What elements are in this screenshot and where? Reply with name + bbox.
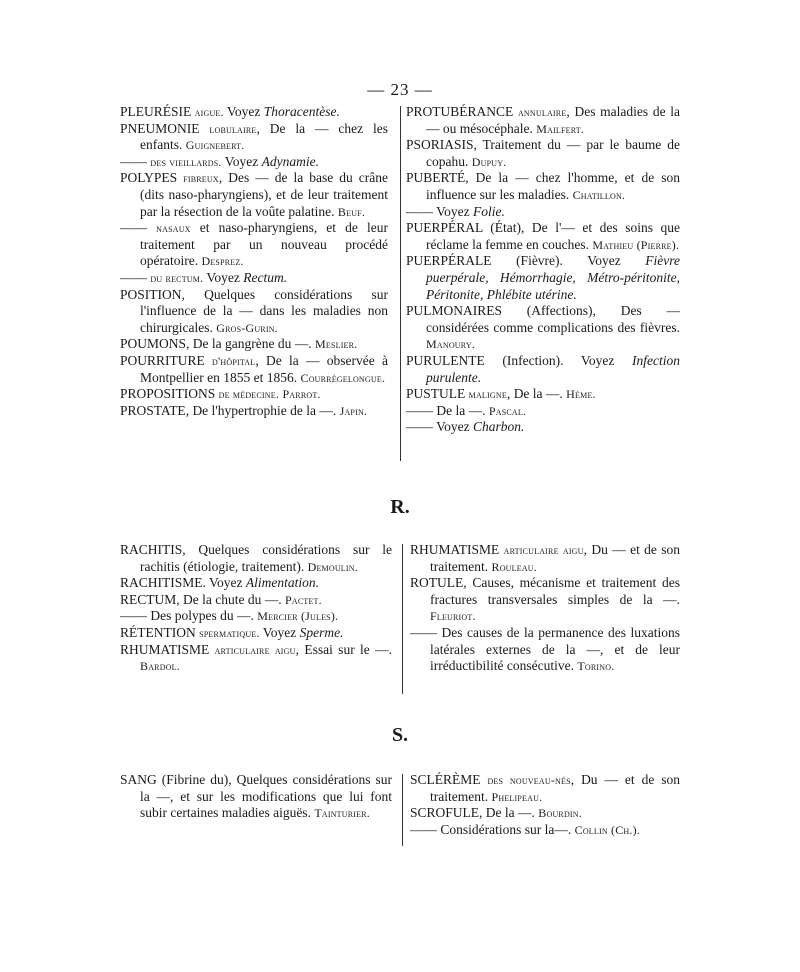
entry-text: , Du — et de son traitement. [430,772,680,804]
left-column [120,542,392,675]
index-entry [406,303,680,353]
entry-text: , Essai sur le —. [295,641,392,657]
entry-text: , Des — de la base du crâne (dits naso-pharyngiens), et de leur traitement par la résection de la voûte palatine. [140,170,388,219]
page-number: — 23 — [367,80,433,99]
entry-headword: PSORIASIS [406,137,474,153]
index-entry [120,104,388,121]
entry-reference: Infection purulente. [426,352,680,385]
index-entry [120,154,388,171]
entry-text: , De la — chez les enfants. [140,120,389,153]
entry-author: Phelipeau. [491,789,543,804]
entry-author: Hème. [566,387,596,402]
entry-headword: —— [406,419,433,435]
entry-headword: RÉTENTION [120,624,196,640]
entry-text: (Affections), Des — considérées comme complications des fièvres. [426,303,680,335]
entry-headword: PUBERTÉ [406,170,466,186]
entry-headword: PLEURÉSIE [120,104,192,119]
entry-headword: SANG [120,772,157,787]
index-entry [410,805,680,822]
entry-headword: POLYPES [120,170,178,186]
entry-author: Beuf. [337,204,366,219]
entry-text: , De la —. [506,386,567,402]
entry-qualifier: annulaire [517,105,567,119]
right-column [410,542,680,675]
entry-headword: —— [120,269,147,285]
entry-author: Meslier. [315,337,358,352]
index-entry [120,772,392,822]
entry-headword: PROSTATE [120,402,186,418]
entry-text: , Du — et de son traitement. [430,542,681,574]
entry-qualifier: maligne [468,387,507,402]
entry-reference: Rectum. [243,269,288,285]
index-entry [120,403,388,420]
entry-author: Dupuy. [471,154,507,169]
index-entry [410,822,680,839]
entry-reference: Sperme. [299,624,344,640]
entry-text: Considérations sur la—. [437,821,575,837]
entry-headword: PUERPÉRALE [406,253,492,269]
entry-qualifier: des nouveau-nés [487,773,571,787]
index-entry [406,403,680,420]
entry-text: , De la gangrène du —. [186,336,315,352]
entry-headword: POURRITURE [120,352,205,368]
entry-headword: RHUMATISME [120,641,210,657]
entry-text: , Des maladies de la — ou mésocéphale. [426,104,680,136]
entry-headword: —— [410,624,437,640]
entry-headword: PNEUMONIE [120,120,200,136]
index-section-r [120,542,680,702]
index-entry [410,772,680,805]
entry-author: Japin. [339,403,368,418]
entry-text: , De la —. [479,805,539,821]
index-entry [120,287,388,337]
entry-headword: —— [120,220,147,236]
index-entry [120,220,388,270]
entry-author: Bourdin. [538,806,582,821]
entry-text: Voyez [221,153,262,169]
entry-text: Voyez [433,419,473,435]
entry-qualifier: articulaire aigu [503,543,584,557]
entry-author: Pactet. [284,592,322,607]
entry-qualifier: aigue. [194,105,224,119]
entry-headword: POSITION [120,286,182,302]
entry-text: (Infection). Voyez [484,352,633,368]
index-entry [120,608,392,625]
entry-headword: RACHITISME. [120,575,206,591]
entry-headword: —— [120,608,147,624]
right-column [406,104,680,436]
section-heading-s: S. [391,724,409,746]
entry-text: Voyez [433,203,473,219]
section-heading-r: R. [390,496,410,518]
entry-author: Desprez. [201,254,244,269]
index-section-p [120,104,680,464]
entry-headword: SCROFULE [410,805,480,821]
index-entry [406,353,680,386]
entry-headword: —— [406,203,433,219]
index-entry [406,104,680,137]
left-column [120,772,392,822]
index-entry [120,625,392,642]
index-entry [120,592,392,609]
entry-reference: Thoracentèse. [263,104,340,119]
index-entry [120,353,388,386]
entry-headword: PUERPÉRAL [406,220,483,236]
index-section-s [120,772,680,852]
entry-text: (Fibrine du), Quelques considérations sur la —, et sur les modifications que lui font subir certaines maladies aiguës. [140,772,392,821]
index-entry [120,542,392,575]
entry-text: , Quelques considérations sur le rachitis (étiologie, traitement). [140,542,392,574]
entry-author: Fleuriot. [430,609,476,624]
entry-qualifier: d'hôpital [212,353,256,368]
entry-headword: PROPOSITIONS [120,386,216,402]
entry-headword: —— [120,153,147,169]
entry-text: , De l'hypertrophie de la —. [185,402,340,418]
index-entry [410,575,680,625]
entry-author: Manoury. [426,337,476,352]
entry-qualifier: nasaux [156,221,191,236]
index-entry [120,170,388,220]
entry-headword: RECTUM [120,591,177,607]
index-entry [406,253,680,303]
entry-reference: Charbon. [473,419,525,435]
column-divider [402,774,403,846]
entry-text: Voyez [223,104,264,119]
entry-author: Demoulin. [307,559,358,574]
right-column [410,772,680,838]
entry-text: Voyez [259,624,300,640]
entry-author: Chatillon. [572,187,626,202]
entry-qualifier: lobulaire [209,121,257,136]
entry-headword: ROTULE [410,575,464,591]
index-entry [406,170,680,203]
entry-headword: PUSTULE [406,386,466,402]
entry-qualifier: des vieillards. [150,154,222,169]
left-column [120,104,388,419]
index-entry [406,220,680,253]
index-entry [120,642,392,675]
entry-author: Mathieu (Pierre). [592,237,680,252]
entry-author: Guignebert. [185,138,245,153]
entry-text: , Causes, mécanisme et traitement des fractures transversales simples de la —. [430,575,680,607]
entry-qualifier: du rectum. [150,270,204,285]
entry-qualifier: spermatique. [199,625,260,640]
entry-headword: POUMONS [120,336,187,352]
entry-text: , De la chute du —. [176,591,285,607]
entry-text: Voyez [203,269,244,285]
entry-text: et naso-pharyngiens, et de leur traitement par un nouveau procédé opératoire. [140,220,388,269]
entry-headword: —— [406,402,433,418]
index-entry [406,419,680,436]
entry-author: Rouleau. [491,559,537,574]
entry-qualifier: articulaire aigu [214,642,296,657]
entry-author: Courrégelongue. [300,370,386,385]
entry-author: Collin (Ch.). [574,822,640,837]
index-entry [120,575,392,592]
column-divider [402,544,403,694]
entry-headword: PULMONAIRES [406,303,503,319]
column-divider [400,106,401,461]
index-entry [406,137,680,170]
entry-text: , De la — chez l'homme, et de son influence sur les maladies. [426,170,680,202]
entry-headword: PROTUBÉRANCE [406,104,514,119]
entry-qualifier: de médecine. [218,387,280,402]
entry-author: Torino. [577,659,615,674]
entry-author: Parrot. [282,387,321,402]
entry-text: De la —. [433,402,489,418]
index-entry [406,204,680,221]
entry-headword: PURULENTE [406,352,485,368]
entry-headword: RHUMATISME [410,542,500,557]
entry-author: Tainturier. [314,806,370,821]
entry-reference: Adynamie. [261,153,319,169]
entry-headword: SCLÉRÈME [410,772,481,787]
index-entry [120,270,388,287]
entry-author: Pascal. [488,403,527,418]
entry-reference: Folie. [473,203,505,219]
entry-qualifier: fibreux [183,171,219,186]
entry-text: , De la — observée à Montpellier en 1855 et 1856. [140,352,389,385]
entry-text: Voyez [205,575,246,591]
entry-author: Bardol. [140,659,180,674]
entry-text: (Fièvre). Voyez [491,253,646,269]
entry-text: (État), De l'— et des soins que réclame la femme en couches. [426,220,680,252]
entry-author: Mailfert. [536,121,585,136]
entry-text: , Quelques considérations sur l'influence de la — dans les maladies non chirurgicales. [140,286,388,335]
entry-text: Des causes de la permanence des luxations latérales externes de la —, et de leur irréductibilité consécutive. [430,624,680,674]
index-entry [406,386,680,403]
entry-author: Mercier (Jules). [257,609,339,624]
index-entry [120,386,388,403]
entry-headword: RACHITIS [120,542,183,557]
entry-text: , Traitement du — par le baume de copahu. [426,137,680,169]
index-entry [410,625,680,675]
entry-author: Gros-Gurin. [216,320,278,335]
entry-text: Des polypes du —. [147,608,258,624]
index-entry [410,542,680,575]
entry-headword: —— [410,821,437,837]
index-entry [120,336,388,353]
entry-reference: Alimentation. [245,575,320,591]
index-entry [120,121,388,154]
entry-reference: Fièvre puerpérale, Hémorrhagie, Métro-péritonite, Péritonite, Phlébite utérine. [426,253,680,302]
